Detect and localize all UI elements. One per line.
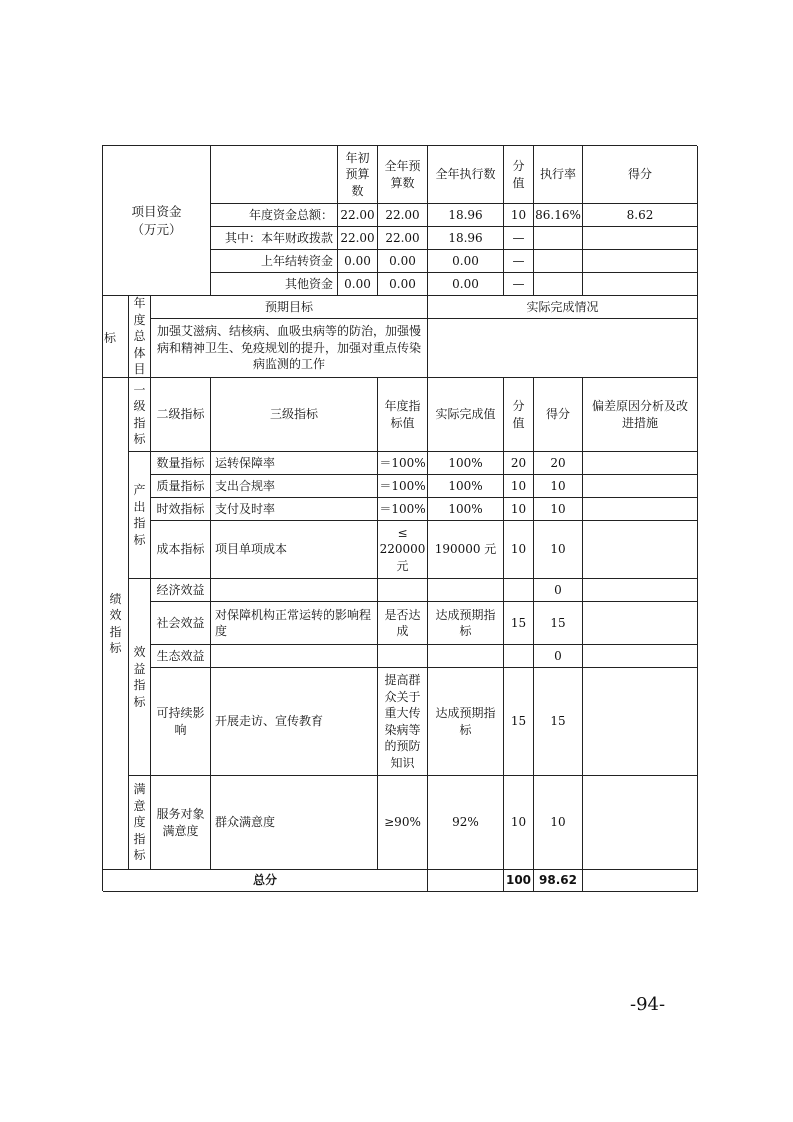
indicator-deviation xyxy=(583,579,698,602)
funds-header-blank xyxy=(211,146,338,204)
header-score: 得分 xyxy=(583,146,698,204)
funds-row-initial: 0.00 xyxy=(338,250,378,273)
indicator-score: 10 xyxy=(534,521,583,579)
funds-row-score xyxy=(583,273,698,296)
indicator-value: 10 xyxy=(504,521,534,579)
indicator-actual: 100% xyxy=(428,498,504,521)
indicator-value: 10 xyxy=(504,475,534,498)
indicator-score: 20 xyxy=(534,452,583,475)
indicator-value: 10 xyxy=(504,776,534,870)
indicator-level3: 群众满意度 xyxy=(211,776,378,870)
header-target: 年度指 标值 xyxy=(378,378,428,452)
actual-completion-text xyxy=(428,319,698,378)
funds-row-label: 上年结转资金 xyxy=(211,250,338,273)
indicator-actual xyxy=(428,579,504,602)
funds-row-label: 其他资金 xyxy=(211,273,338,296)
total-value: 100 xyxy=(504,870,534,892)
indicator-level2: 生态效益 xyxy=(151,645,211,668)
actual-completion-header: 实际完成情况 xyxy=(428,296,698,319)
indicator-actual xyxy=(428,645,504,668)
indicator-target: 是否达 成 xyxy=(378,602,428,645)
indicator-deviation xyxy=(583,475,698,498)
total-score: 98.62 xyxy=(534,870,583,892)
indicator-target: ≤ 220000 元 xyxy=(378,521,428,579)
indicator-score: 0 xyxy=(534,579,583,602)
funds-row-full: 22.00 xyxy=(378,204,428,227)
indicator-score: 0 xyxy=(534,645,583,668)
header-full-year-budget: 全年预 算数 xyxy=(378,146,428,204)
indicator-actual: 100% xyxy=(428,452,504,475)
indicator-target: ＝100% xyxy=(378,498,428,521)
total-deviation-blank xyxy=(583,870,698,892)
indicator-level3 xyxy=(211,645,378,668)
header-deviation: 偏差原因分析及改 进措施 xyxy=(583,378,698,452)
indicator-deviation xyxy=(583,602,698,645)
indicator-target: ＝100% xyxy=(378,452,428,475)
indicator-level2: 可持续影 响 xyxy=(151,668,211,776)
header-score-ind: 得分 xyxy=(534,378,583,452)
total-label: 总分 xyxy=(103,870,428,892)
indicator-target xyxy=(378,645,428,668)
funds-row-rate xyxy=(534,227,583,250)
funds-row-initial: 0.00 xyxy=(338,273,378,296)
indicator-target: 提高群 众关于 重大传 染病等 的预防 知识 xyxy=(378,668,428,776)
performance-table xyxy=(102,145,697,891)
page-number: -94- xyxy=(630,994,666,1015)
output-indicators-label: 产 出 指 标 xyxy=(129,452,151,579)
funds-row-full: 0.00 xyxy=(378,250,428,273)
header-execution: 全年执行数 xyxy=(428,146,504,204)
funds-row-value: 10 xyxy=(504,204,534,227)
indicator-level3: 支付及时率 xyxy=(211,498,378,521)
funds-row-initial: 22.00 xyxy=(338,204,378,227)
indicator-level3 xyxy=(211,579,378,602)
indicator-level2: 服务对象 满意度 xyxy=(151,776,211,870)
header-actual: 实际完成值 xyxy=(428,378,504,452)
indicator-actual: 92% xyxy=(428,776,504,870)
funds-row-score xyxy=(583,227,698,250)
header-level2: 二级指标 xyxy=(151,378,211,452)
indicator-deviation xyxy=(583,645,698,668)
funds-row-score: 8.62 xyxy=(583,204,698,227)
indicator-actual: 190000 元 xyxy=(428,521,504,579)
funds-row-exec: 18.96 xyxy=(428,227,504,250)
indicator-level3: 支出合规率 xyxy=(211,475,378,498)
funds-row-initial: 22.00 xyxy=(338,227,378,250)
header-level3: 三级指标 xyxy=(211,378,378,452)
satisfaction-indicators-label: 满 意 度 指 标 xyxy=(129,776,151,870)
indicator-level2: 数量指标 xyxy=(151,452,211,475)
indicator-deviation xyxy=(583,498,698,521)
indicator-score: 15 xyxy=(534,602,583,645)
funds-row-rate xyxy=(534,273,583,296)
indicator-level2: 时效指标 xyxy=(151,498,211,521)
indicator-level3: 开展走访、宣传教育 xyxy=(211,668,378,776)
header-value: 分 值 xyxy=(504,378,534,452)
indicator-deviation xyxy=(583,776,698,870)
funds-row-rate: 86.16% xyxy=(534,204,583,227)
indicators-section-label: 绩 效 指 标 xyxy=(103,378,129,870)
funds-row-label: 年度资金总额： xyxy=(211,204,338,227)
indicator-deviation xyxy=(583,452,698,475)
funds-row-label: 其中：本年财政拨款 xyxy=(211,227,338,250)
indicator-level2: 质量指标 xyxy=(151,475,211,498)
indicator-actual: 达成预期指 标 xyxy=(428,602,504,645)
indicator-level2: 经济效益 xyxy=(151,579,211,602)
funds-row-exec: 0.00 xyxy=(428,273,504,296)
funds-row-full: 22.00 xyxy=(378,227,428,250)
funds-row-exec: 18.96 xyxy=(428,204,504,227)
funds-row-full: 0.00 xyxy=(378,273,428,296)
indicator-value: 20 xyxy=(504,452,534,475)
header-score-value: 分 值 xyxy=(504,146,534,204)
expected-goal-header: 预期目标 xyxy=(151,296,428,319)
indicator-score: 10 xyxy=(534,475,583,498)
funds-row-value: — xyxy=(504,273,534,296)
expected-goal-text: 加强艾滋病、结核病、血吸虫病等的防治，加强慢病和精神卫生、免疫规划的提升，加强对重点传染病监测的工作 xyxy=(151,319,428,378)
indicator-level3: 项目单项成本 xyxy=(211,521,378,579)
funds-row-rate xyxy=(534,250,583,273)
header-level1: 一 级 指 标 xyxy=(129,378,151,452)
indicator-score: 15 xyxy=(534,668,583,776)
indicator-score: 10 xyxy=(534,776,583,870)
funds-row-value: — xyxy=(504,250,534,273)
header-initial-budget: 年初 预算 数 xyxy=(338,146,378,204)
indicator-value: 15 xyxy=(504,602,534,645)
indicator-deviation xyxy=(583,668,698,776)
indicator-value: 15 xyxy=(504,668,534,776)
indicator-target xyxy=(378,579,428,602)
funds-row-exec: 0.00 xyxy=(428,250,504,273)
indicator-level3: 运转保障率 xyxy=(211,452,378,475)
indicator-target: ＝100% xyxy=(378,475,428,498)
total-blank xyxy=(428,870,504,892)
header-exec-rate: 执行率 xyxy=(534,146,583,204)
funds-row-value: — xyxy=(504,227,534,250)
indicator-score: 10 xyxy=(534,498,583,521)
indicator-level2: 成本指标 xyxy=(151,521,211,579)
indicator-value: 10 xyxy=(504,498,534,521)
funds-label: 项目资金 （万元） xyxy=(103,146,211,296)
indicator-level2: 社会效益 xyxy=(151,602,211,645)
indicator-deviation xyxy=(583,521,698,579)
indicator-actual: 达成预期指 标 xyxy=(428,668,504,776)
indicator-level3: 对保障机构正常运转的影响程度 xyxy=(211,602,378,645)
benefit-indicators-label: 效 益 指 标 xyxy=(129,579,151,776)
indicator-target: ≥90% xyxy=(378,776,428,870)
indicator-actual: 100% xyxy=(428,475,504,498)
funds-row-score xyxy=(583,250,698,273)
indicator-value xyxy=(504,579,534,602)
indicator-value xyxy=(504,645,534,668)
overall-goal-side-extra: 标 xyxy=(104,331,117,345)
overall-goal-side-label: 年 度 总 体 目 xyxy=(129,296,151,378)
